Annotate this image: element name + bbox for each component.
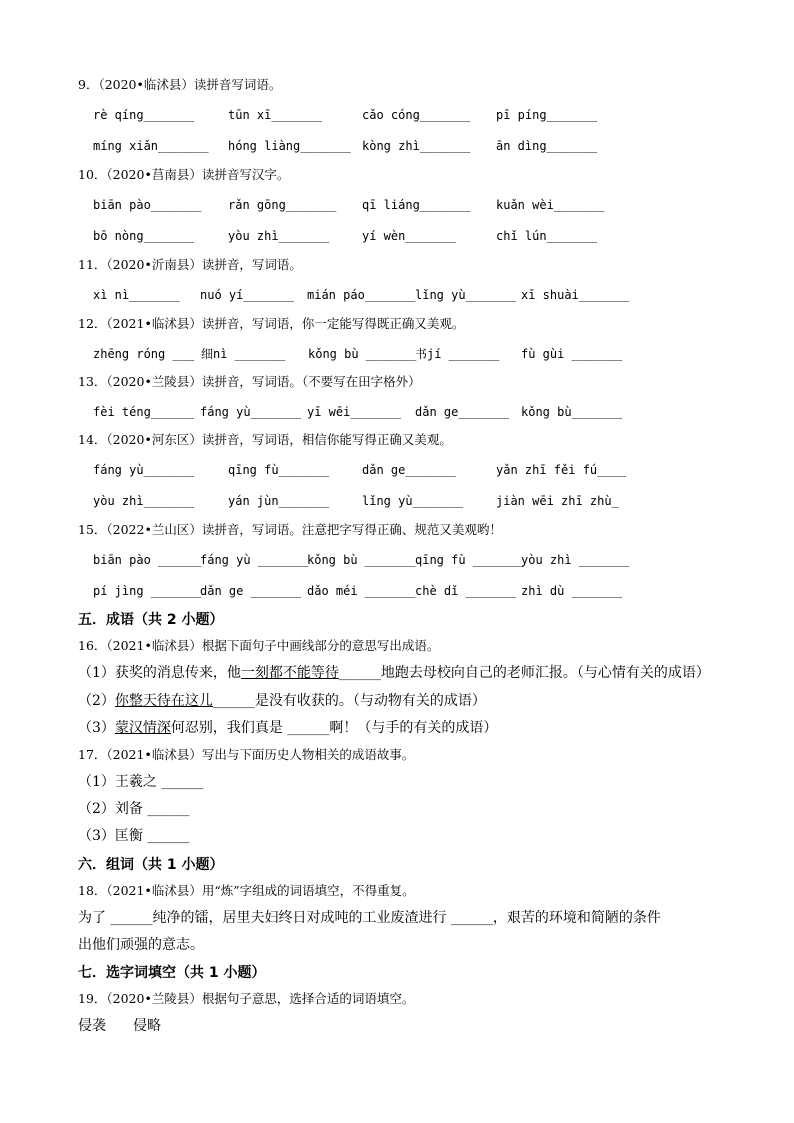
q18-title: 18．（2021•临沭县）用“炼”字组成的词语填空，不得重复。 [78,883,415,898]
q10-title: 10．（2020•莒南县）读拼音写汉字。 [78,167,290,182]
q17-item: （3）匡衡 ______ [78,828,190,844]
q14-item: qīng fù_______ [228,463,330,477]
q14-item: fáng yù_______ [93,463,195,477]
q16-sentence-1 [78,664,710,682]
q14-item: yòu zhì_______ [93,494,195,508]
sentence-text: （3） [78,720,115,736]
q17-item: （1）王羲之 ______ [78,774,204,790]
q15-title: 15．（2022•兰山区）读拼音，写词语。注意把字写得正确、规范又美观哟！ [78,522,502,537]
q10-item: biān pào_______ [93,198,202,212]
q10-item: bō nòng_______ [93,229,195,243]
sentence-text: （1）获奖的消息传来，他 [78,665,241,681]
q15-item: biān pào ______ [93,553,202,567]
underlined-phrase: 一刻都不能等待 [240,665,339,681]
q13-item: kǒng bù_______ [521,405,623,419]
q11-item: xì nì_______ [93,288,180,302]
q15-item: dǎn ge _______ [200,584,302,598]
q11-item: nuó yí_______ [200,288,294,302]
q10-item: kuǎn wèi_______ [496,198,605,212]
q17-item: （2）刘备 ______ [78,801,190,817]
q14-title: 14．（2020•河东区）读拼音，写词语，相信你能写得正确又美观。 [78,432,452,447]
q12-item: zhēng róng ___ [93,347,195,361]
section-heading-fill-in: 七．选字词填空（共 1 小题） [78,965,266,981]
q16-sentence-3 [78,719,497,737]
sentence-text: （2） [78,693,115,709]
q16-sentence-2 [78,692,486,710]
q15-item: yòu zhì _______ [521,553,630,567]
q13-item: fèi téng______ [93,405,195,419]
q15-item: dǎo méi _______ [307,584,416,598]
q10-item: yòu zhì_______ [228,229,330,243]
q15-item: fáng yù _______ [200,553,309,567]
q15-item: pí jìng _______ [93,584,202,598]
q19-option: 侵袭 [78,1018,106,1034]
q9-item: míng xiǎn_______ [93,139,209,153]
q12-item: 书jí _______ [415,347,500,361]
sentence-text: 何忍别，我们真是 ______啊！（与手的有关的成语） [170,720,498,736]
q15-item: chè dǐ _______ [415,584,517,598]
q14-item: yǎn zhī fěi fú____ [496,463,627,477]
q11-title: 11．（2020•沂南县）读拼音，写词语。 [78,257,302,272]
q19-option: 侵略 [133,1018,161,1034]
q13-item: dǎn ge_______ [415,405,509,419]
q10-item: qī liáng_______ [362,198,471,212]
q10-item: yí wèn_______ [362,229,456,243]
q9-item: rè qíng_______ [93,108,195,122]
sentence-text: ______是没有收获的。（与动物有关的成语） [212,693,486,709]
q9-item: ān dìng_______ [496,139,598,153]
q9-item: pī píng_______ [496,108,598,122]
q14-item: lǐng yù_______ [362,494,464,508]
q9-item: hóng liàng_______ [228,139,351,153]
q12-title: 12．（2021•临沭县）读拼音，写词语，你一定能写得既正确又美观。 [78,316,465,331]
q9-item: tūn xī_______ [228,108,322,122]
q10-item: rǎn gōng_______ [228,198,337,212]
q11-item: mián páo_______ [307,288,416,302]
q13-item: fáng yù_______ [200,405,302,419]
q18-line: 出他们顽强的意志。 [78,937,204,953]
q15-item: qīng fù _______ [415,553,524,567]
q18-line: 为了 ______纯净的镭，居里夫妇终日对成吨的工业废渣进行 ______，艰苦的环境和简陋的条件 [78,910,661,926]
q10-item: chǐ lún_______ [496,229,598,243]
q11-item: xī shuài_______ [521,288,630,302]
q12-item: fù gùi _______ [521,347,623,361]
q15-item: zhì dù _______ [521,584,623,598]
q9-item: kòng zhì_______ [362,139,471,153]
q13-item: yī wēi_______ [307,405,401,419]
q15-item: kǒng bù _______ [307,553,416,567]
q14-item: yán jùn_______ [228,494,330,508]
q9-title: 9．（2020•临沭县）读拼音写词语。 [78,77,282,92]
q11-item: lǐng yù_______ [415,288,517,302]
section-heading-idioms: 五．成语（共 2 小题） [78,612,224,628]
q12-item: 细nì _______ [201,347,286,361]
underlined-phrase: 你整天待在这儿 [114,693,213,709]
q19-title: 19．（2020•兰陵县）根据句子意思，选择合适的词语填空。 [78,991,415,1006]
sentence-text: ______地跑去母校向自己的老师汇报。（与心情有关的成语） [338,665,710,681]
q17-title: 17．（2021•临沭县）写出与下面历史人物相关的成语故事。 [78,747,415,762]
q16-title: 16．（2021•临沭县）根据下面句子中画线部分的意思写出成语。 [78,638,440,653]
q13-title: 13．（2020•兰陵县）读拼音，写词语。（不要写在田字格外） [78,374,421,389]
q9-item: cǎo cóng_______ [362,108,471,122]
q12-item: kǒng bù _______ [308,347,417,361]
underlined-phrase: 蒙汉情深 [114,720,171,736]
q14-item: jiàn wēi zhī zhù_ [496,494,619,508]
section-heading-word-building: 六．组词（共 1 小题） [78,857,224,873]
q14-item: dǎn ge_______ [362,463,456,477]
